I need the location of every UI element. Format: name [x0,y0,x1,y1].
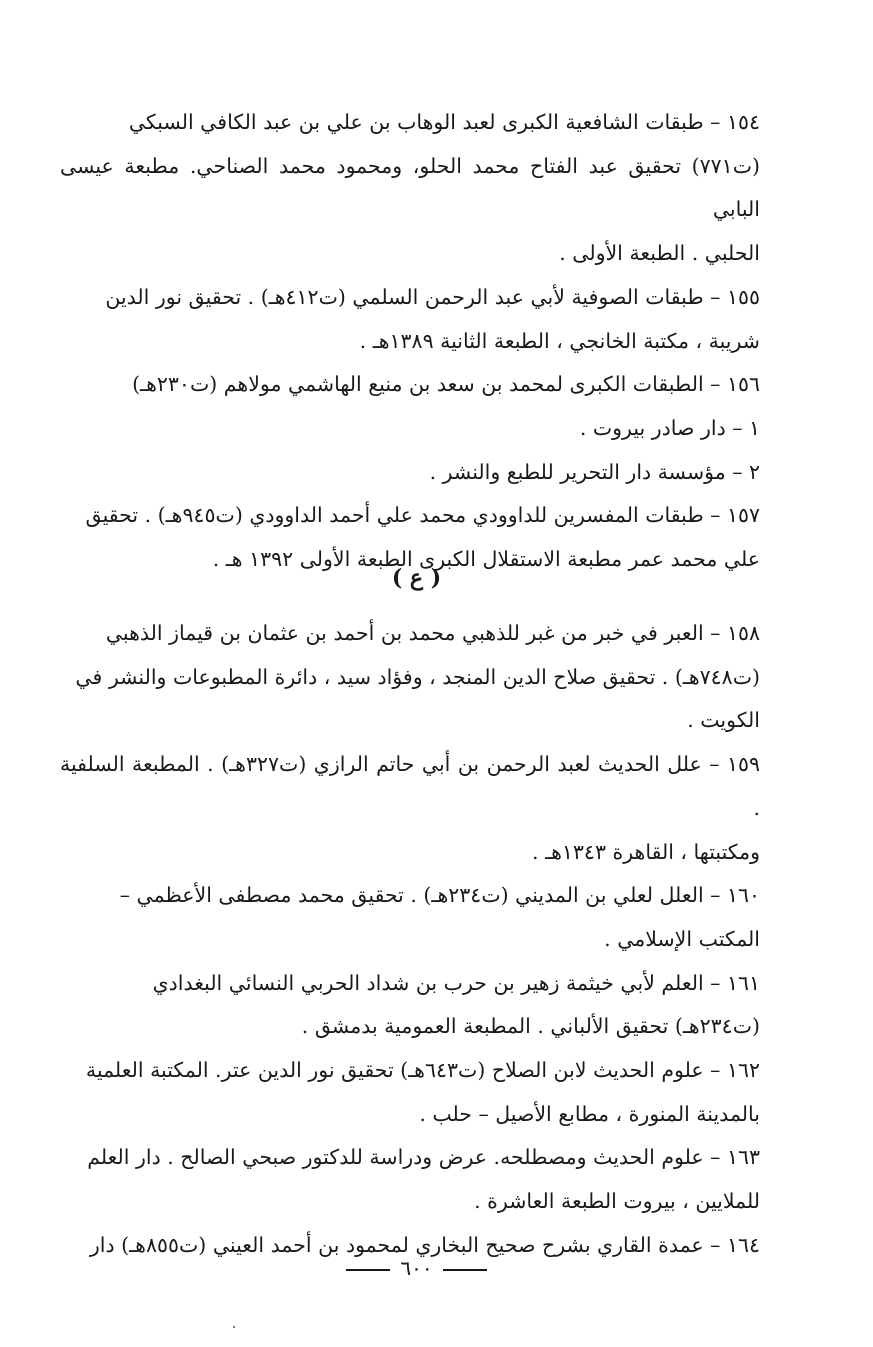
bibliography-entry-163 [60,1136,760,1223]
entry-line: ١٦٣ – علوم الحديث ومصطلحه. عرض ودراسة للدكتور صبحي الصالح . دار العلم [87,1145,760,1170]
bibliography-entry-158 [60,612,760,743]
entry-line: ١٦٤ – عمدة القاري بشرح صحيح البخاري لمحمود بن أحمد العيني (ت٨٥٥هـ) دار [89,1232,760,1257]
entry-line: ١٥٩ – علل الحديث لعبد الرحمن بن أبي حاتم الرازي (ت٣٢٧هـ) . المطبعة السلفية . [60,752,760,820]
entry-line: ١٦١ – العلم لأبي خيثمة زهير بن حرب بن شداد الحربي النسائي البغدادي [152,970,760,995]
entry-line: (ت٧٤٨هـ) . تحقيق صلاح الدين المنجد ، وفؤاد سيد ، دائرة المطبوعات والنشر في [75,664,760,689]
entry-line: بالمدينة المنورة ، مطابع الأصيل – حلب . [419,1101,760,1126]
entry-line: الحلبي . الطبعة الأولى . [559,241,760,266]
bibliography-entry-162 [60,1049,760,1136]
entry-line: شريبة ، مكتبة الخانجي ، الطبعة الثانية ١٣٨٩هـ . [359,328,760,353]
bibliography-entry-160 [60,874,760,961]
entry-line: ١٥٤ – طبقات الشافعية الكبرى لعبد الوهاب بن علي بن عبد الكافي السبكي [128,110,760,134]
entry-line: ١٦٢ – علوم الحديث لابن الصلاح (ت٦٤٣هـ) تحقيق نور الدين عتر. المكتبة العلمية [85,1058,760,1083]
bibliography-entry-161 [60,962,760,1049]
bibliography-entry-154 [60,101,760,276]
entry-line: (ت٢٣٤هـ) تحقيق الألباني . المطبعة العمومية بدمشق . [301,1014,760,1039]
entry-line: الكويت . [687,708,760,733]
scan-speck [233,1326,235,1328]
bibliography-entry-156 [60,363,760,494]
entry-line: ١٥٦ – الطبقات الكبرى لمحمد بن سعد بن منيع الهاشمي مولاهم (ت٢٣٠هـ) [132,372,760,397]
entry-line: المكتب الإسلامي . [604,926,760,951]
bibliography-entries-top [60,101,760,582]
entry-line: ١ – دار صادر بيروت . [579,415,760,440]
entry-line: ١٥٧ – طبقات المفسرين للداوودي محمد علي أحمد الداوودي (ت٩٤٥هـ) . تحقيق [85,503,760,528]
entry-line: للملايين ، بيروت الطبعة العاشرة . [474,1189,760,1214]
page-number-footer [0,1248,873,1288]
entry-line: علي محمد عمر مطبعة الاستقلال الكبرى الطبعة الأولى ١٣٩٢ هـ . [212,547,760,572]
entry-line: (ت٧٧١) تحقيق عبد الفتاح محمد الحلو، ومحمود محمد الصناحي. مطبعة عيسى البابي [60,153,760,222]
entry-line: ١٥٥ – طبقات الصوفية لأبي عبد الرحمن السلمي (ت٤١٢هـ) . تحقيق نور الدين [105,284,760,309]
footer-dash-right [443,1269,487,1271]
entry-line: ٢ – مؤسسة دار التحرير للطبع والنشر . [429,459,760,484]
bibliography-entries-bottom [60,612,760,1268]
section-heading-ain: ( ع ) [391,565,442,591]
footer-dash-left [346,1269,390,1271]
bibliography-entry-155 [60,276,760,363]
page-number: ٦٠٠ [400,1256,433,1280]
entry-line: ١٦٠ – العلل لعلي بن المديني (ت٢٣٤هـ) . تحقيق محمد مصطفى الأعظمي – [119,883,760,908]
entry-line: ١٥٨ – العبر في خبر من غبر للذهبي محمد بن أحمد بن عثمان بن قيماز الذهبي [105,621,760,645]
entry-line: ومكتبتها ، القاهرة ١٣٤٣هـ . [532,839,760,864]
bibliography-entry-159 [60,743,760,874]
